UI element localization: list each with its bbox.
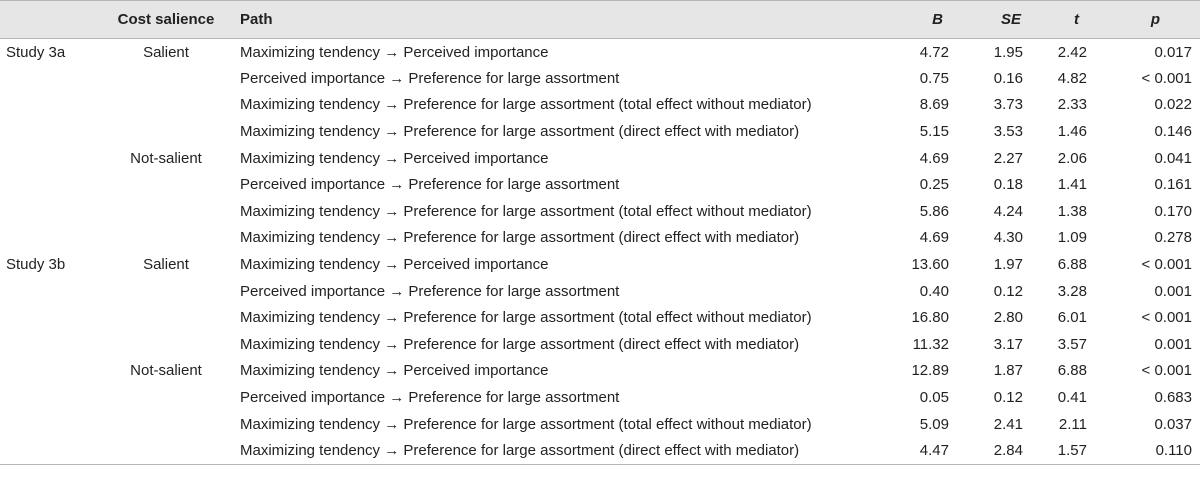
cell-study <box>0 384 100 411</box>
cell-cost-salience <box>100 278 232 305</box>
cell-cost-salience <box>100 304 232 331</box>
cell-cost-salience <box>100 411 232 438</box>
table-row <box>0 39 1200 66</box>
cell-cost-salience <box>100 437 232 464</box>
cell-p: 0.146 <box>1154 123 1192 141</box>
table-row <box>0 225 1200 252</box>
cell-t: 6.88 <box>1057 256 1087 274</box>
cell-cost-salience <box>100 225 232 252</box>
cell-b: 0.25 <box>919 176 949 194</box>
cell-cost-salience: Salient <box>143 43 189 61</box>
cell-t: 6.88 <box>1057 362 1087 380</box>
cell-se: 2.80 <box>993 309 1023 327</box>
cell-t: 2.42 <box>1057 43 1087 61</box>
cell-t: 3.28 <box>1057 282 1087 300</box>
header-study <box>0 1 100 39</box>
cell-cost-salience <box>100 331 232 358</box>
cell-se: 0.18 <box>993 176 1023 194</box>
cell-p: < 0.001 <box>1141 309 1192 327</box>
cell-b: 5.86 <box>919 202 949 220</box>
cell-b: 0.75 <box>919 69 949 87</box>
cell-p: 0.001 <box>1154 335 1192 353</box>
cell-se: 3.73 <box>993 96 1023 114</box>
cell-path: Perceived importance → Preference for large assortment <box>240 389 620 407</box>
cell-cost-salience <box>100 198 232 225</box>
cell-study <box>0 304 100 331</box>
cell-cost-salience <box>100 65 232 92</box>
cell-study <box>0 437 100 464</box>
cell-t: 1.41 <box>1057 176 1087 194</box>
cell-t: 3.57 <box>1057 335 1087 353</box>
cell-se: 0.12 <box>993 389 1023 407</box>
cell-path: Maximizing tendency → Preference for large assortment (direct effect with mediator) <box>240 335 800 353</box>
cell-t: 2.06 <box>1057 149 1087 167</box>
header-path: Path <box>240 11 273 28</box>
cell-cost-salience <box>100 384 232 411</box>
table-row <box>0 171 1200 198</box>
cell-b: 16.80 <box>911 309 949 327</box>
header-se: SE <box>1000 11 1021 28</box>
cell-se: 2.41 <box>993 415 1023 433</box>
cell-path: Maximizing tendency → Preference for large assortment (direct effect with mediator) <box>240 123 800 141</box>
cell-cost-salience <box>100 118 232 145</box>
cell-path: Maximizing tendency → Preference for large assortment (direct effect with mediator) <box>240 229 800 247</box>
cell-study <box>0 118 100 145</box>
cell-path: Maximizing tendency → Perceived importance <box>240 256 549 274</box>
cell-study <box>0 278 100 305</box>
cell-path: Perceived importance → Preference for large assortment <box>240 282 620 300</box>
table-body <box>0 39 1200 465</box>
table-row <box>0 278 1200 305</box>
cell-b: 4.72 <box>919 43 949 61</box>
cell-b: 4.47 <box>919 441 949 459</box>
cell-path: Maximizing tendency → Preference for large assortment (total effect without mediator) <box>240 309 812 327</box>
cell-t: 1.46 <box>1057 123 1087 141</box>
cell-se: 0.16 <box>993 69 1023 87</box>
cell-path: Maximizing tendency → Perceived importance <box>240 43 549 61</box>
table-row <box>0 304 1200 331</box>
cell-study: Study 3a <box>6 43 66 61</box>
cell-study <box>0 225 100 252</box>
cell-path: Maximizing tendency → Perceived importance <box>240 149 549 167</box>
cell-t: 2.33 <box>1057 96 1087 114</box>
cell-se: 1.95 <box>993 43 1023 61</box>
cell-b: 5.15 <box>919 123 949 141</box>
table-row <box>0 145 1200 172</box>
cell-se: 4.30 <box>993 229 1023 247</box>
cell-cost-salience <box>100 171 232 198</box>
cell-path: Maximizing tendency → Perceived importance <box>240 362 549 380</box>
table-row <box>0 358 1200 385</box>
cell-p: 0.110 <box>1155 441 1192 459</box>
cell-p: < 0.001 <box>1141 256 1192 274</box>
header-t: t <box>1074 11 1079 28</box>
cell-study <box>0 171 100 198</box>
table-row <box>0 251 1200 278</box>
table-row <box>0 92 1200 119</box>
table-header-row <box>0 1 1200 39</box>
cell-study: Study 3b <box>6 256 66 274</box>
cell-study <box>0 92 100 119</box>
cell-study <box>0 411 100 438</box>
cell-path: Perceived importance → Preference for large assortment <box>240 176 620 194</box>
cell-t: 1.09 <box>1057 229 1087 247</box>
cell-t: 6.01 <box>1057 309 1087 327</box>
header-p: p <box>1150 11 1160 28</box>
header-cost-salience: Cost salience <box>117 11 215 28</box>
cell-study <box>0 358 100 385</box>
cell-cost-salience <box>100 92 232 119</box>
table-row <box>0 198 1200 225</box>
cell-b: 12.89 <box>911 362 949 380</box>
cell-study <box>0 145 100 172</box>
cell-p: 0.683 <box>1154 389 1192 407</box>
cell-p: 0.041 <box>1154 149 1192 167</box>
cell-t: 1.57 <box>1057 441 1087 459</box>
cell-p: 0.037 <box>1154 415 1192 433</box>
cell-p: 0.022 <box>1154 96 1192 114</box>
cell-p: 0.278 <box>1154 229 1192 247</box>
cell-cost-salience: Salient <box>143 256 189 274</box>
cell-b: 4.69 <box>919 229 949 247</box>
cell-se: 4.24 <box>993 202 1023 220</box>
cell-p: < 0.001 <box>1141 69 1192 87</box>
cell-se: 1.97 <box>993 256 1023 274</box>
cell-path: Perceived importance → Preference for large assortment <box>240 69 620 87</box>
cell-b: 5.09 <box>919 415 949 433</box>
table-row <box>0 411 1200 438</box>
table-row <box>0 437 1200 464</box>
header-b: B <box>932 11 943 28</box>
cell-se: 1.87 <box>993 362 1023 380</box>
cell-p: 0.170 <box>1154 202 1192 220</box>
cell-b: 8.69 <box>919 96 949 114</box>
table-row <box>0 65 1200 92</box>
cell-se: 2.27 <box>993 149 1023 167</box>
cell-study <box>0 331 100 358</box>
cell-cost-salience: Not-salient <box>130 149 202 167</box>
cell-study <box>0 198 100 225</box>
cell-study <box>0 65 100 92</box>
cell-b: 0.05 <box>919 389 949 407</box>
cell-se: 0.12 <box>993 282 1023 300</box>
cell-cost-salience: Not-salient <box>130 362 202 380</box>
cell-b: 13.60 <box>911 256 949 274</box>
cell-path: Maximizing tendency → Preference for large assortment (total effect without mediator) <box>240 202 812 220</box>
cell-t: 2.11 <box>1058 415 1087 433</box>
cell-t: 0.41 <box>1057 389 1087 407</box>
cell-se: 2.84 <box>993 441 1023 459</box>
cell-p: < 0.001 <box>1141 362 1192 380</box>
cell-se: 3.17 <box>993 335 1023 353</box>
table-row <box>0 384 1200 411</box>
table-row <box>0 118 1200 145</box>
cell-b: 4.69 <box>919 149 949 167</box>
cell-p: 0.017 <box>1154 43 1192 61</box>
cell-b: 11.32 <box>912 335 949 353</box>
cell-t: 1.38 <box>1057 202 1087 220</box>
cell-p: 0.161 <box>1154 176 1192 194</box>
cell-path: Maximizing tendency → Preference for large assortment (total effect without mediator) <box>240 96 812 114</box>
cell-b: 0.40 <box>919 282 949 300</box>
cell-p: 0.001 <box>1154 282 1192 300</box>
table-row <box>0 331 1200 358</box>
cell-t: 4.82 <box>1057 69 1087 87</box>
cell-path: Maximizing tendency → Preference for large assortment (direct effect with mediator) <box>240 441 800 459</box>
cell-path: Maximizing tendency → Preference for large assortment (total effect without mediator) <box>240 415 812 433</box>
cell-se: 3.53 <box>993 123 1023 141</box>
